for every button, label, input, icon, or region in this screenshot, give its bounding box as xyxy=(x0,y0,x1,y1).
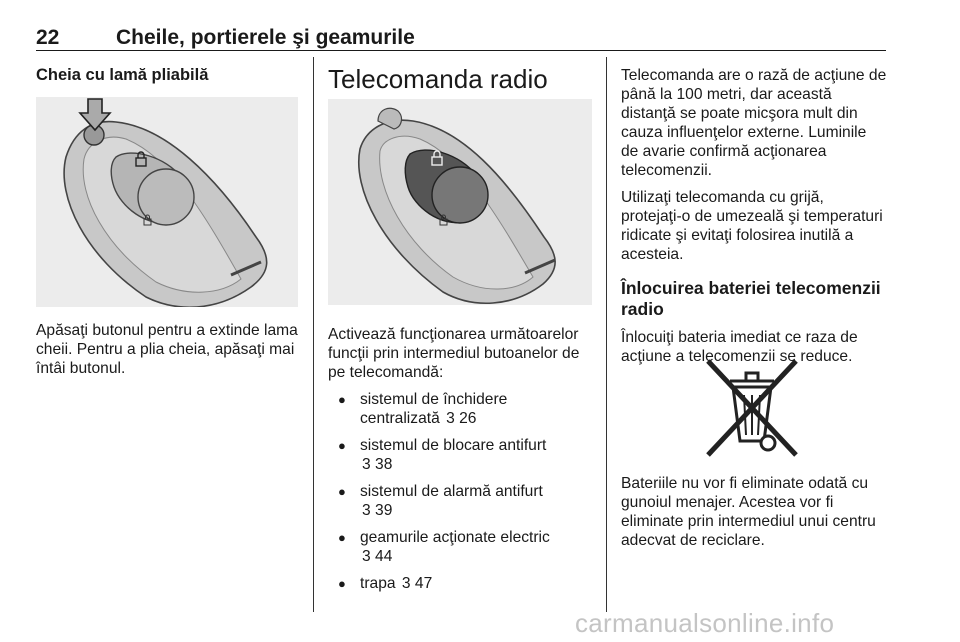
disposal-paragraph: Bateriile nu vor fi eliminate odată cu gunoiul menajer. Acestea vor fi eliminate prin intermediul unui centru adecvat de reciclare. xyxy=(621,475,876,549)
list-item xyxy=(328,574,598,593)
list-item xyxy=(328,482,598,520)
page-header xyxy=(36,26,886,52)
page-number: 22 xyxy=(36,26,60,49)
section-heading-battery: Înlocuirea bateriei telecomenzii radio xyxy=(621,278,881,319)
bullet: ● xyxy=(338,484,346,499)
page-ref-link[interactable]: 47 xyxy=(414,575,433,592)
section-heading-remote: Telecomanda radio xyxy=(328,64,548,94)
remote-intro-paragraph: Activează funcţionarea următoarelor funcţii prin intermediul butoanelor de pe telecomandă: xyxy=(328,326,580,381)
folding-key-paragraph: Apăsaţi butonul pentru a extinde lama cheii. Pentru a plia cheia, apăsaţi mai întâi butonul. xyxy=(36,322,298,377)
remote-functions-list xyxy=(328,390,598,593)
column-3 xyxy=(621,66,887,366)
page-ref-link[interactable]: 44 xyxy=(375,548,393,565)
page-ref-glyph: 3 xyxy=(362,548,371,565)
column-1-text xyxy=(36,321,302,378)
folding-key-illustration xyxy=(36,97,298,307)
list-item xyxy=(328,528,598,566)
list-item-text: sistemul de blocare antifurt xyxy=(360,437,547,454)
battery-paragraph: Înlocuiţi bateria imediat ce raza de acţiune a telecomenzii se reduce. xyxy=(621,329,858,365)
remote-control-illustration xyxy=(328,99,592,305)
page-ref-link[interactable]: 38 xyxy=(375,456,393,473)
range-paragraph: Telecomanda are o rază de acţiune de până la 100 metri, dar această distanţă se poate micşora mult din cauza influenţelor externe. Luminile de avarie confirmă acţionarea telecomenzii. xyxy=(621,67,887,179)
column-divider-2 xyxy=(606,57,607,612)
list-item-text: sistemul de alarmă antifurt xyxy=(360,483,543,500)
folding-key-figure xyxy=(36,97,298,307)
chapter-title: Cheile, portierele şi geamurile xyxy=(116,26,415,49)
bullet: ● xyxy=(338,438,346,453)
header-rule xyxy=(36,50,886,51)
bullet: ● xyxy=(338,530,346,545)
page-ref-glyph: 3 xyxy=(362,456,371,473)
bullet: ● xyxy=(338,392,346,407)
list-item-text: trapa xyxy=(360,575,396,592)
remote-control-figure xyxy=(328,99,592,305)
watermark: carmanualsonline.info xyxy=(575,608,835,638)
page-ref-glyph: 3 xyxy=(401,575,411,592)
page-ref-link[interactable]: 39 xyxy=(375,502,393,519)
column-2 xyxy=(328,64,596,94)
column-2-text xyxy=(328,325,598,593)
column-1 xyxy=(36,66,302,85)
page-ref-glyph: 3 xyxy=(362,502,371,519)
bullet: ● xyxy=(338,576,346,591)
section-heading-folding-key: Cheia cu lamă pliabilă xyxy=(36,66,209,84)
list-item-text: geamurile acţionate electric xyxy=(360,529,550,546)
list-item xyxy=(328,390,598,428)
list-item-text: centralizată xyxy=(360,410,440,427)
column-3-bottom xyxy=(621,474,887,550)
page-ref-link[interactable]: 26 xyxy=(459,410,477,427)
weee-symbol-figure xyxy=(700,355,804,459)
list-item xyxy=(328,436,598,474)
care-paragraph: Utilizaţi telecomanda cu grijă, protejaţi-o de umezeală şi temperaturi ridicate şi evitaţi folosirea inutilă a acesteia. xyxy=(621,189,883,263)
column-divider-1 xyxy=(313,57,314,612)
list-item-text: sistemul de închidere xyxy=(360,391,508,408)
page-ref-glyph: 3 xyxy=(446,410,455,427)
weee-bin-icon xyxy=(700,355,804,459)
